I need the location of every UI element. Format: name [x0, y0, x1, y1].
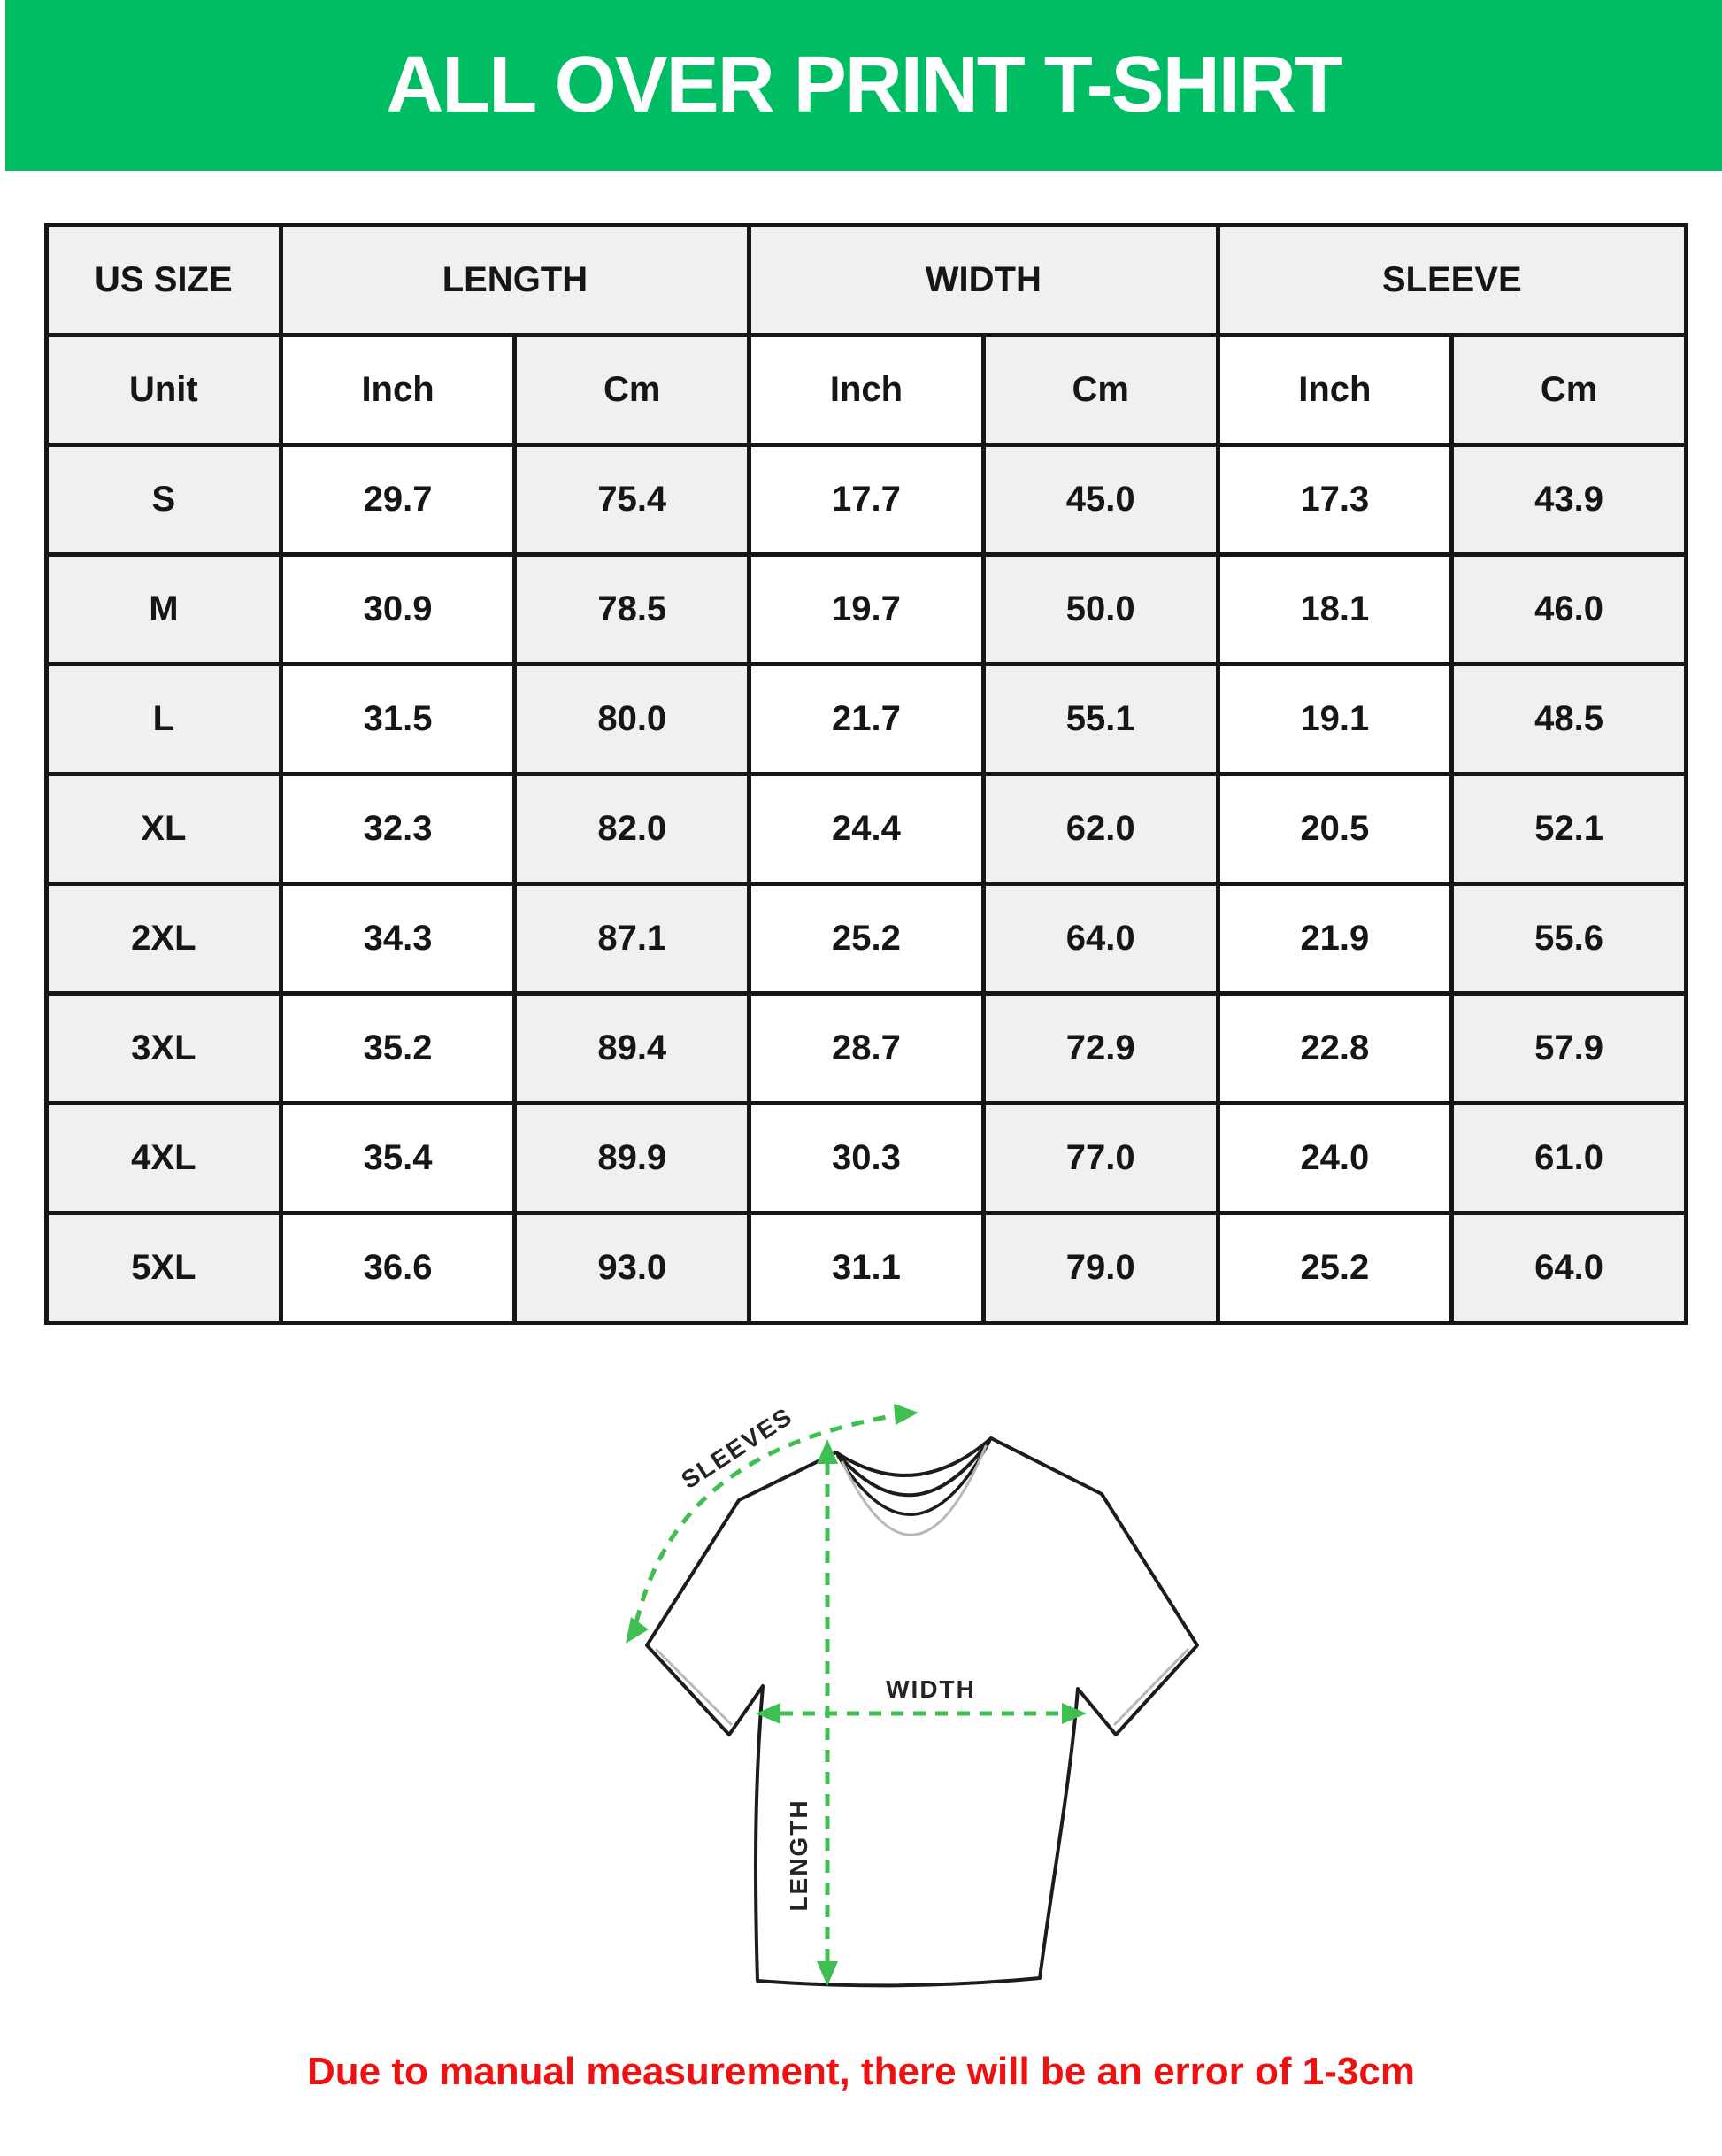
length-header: LENGTH	[281, 226, 749, 335]
value-cell: 57.9	[1452, 994, 1687, 1104]
value-cell: 31.1	[750, 1213, 984, 1323]
tshirt-measurement-diagram	[531, 1363, 1327, 2036]
value-cell: 77.0	[983, 1104, 1218, 1213]
table-row	[47, 555, 1687, 665]
value-cell: 25.2	[750, 884, 984, 994]
unit-cell: Unit	[47, 335, 281, 445]
value-cell: 18.1	[1218, 555, 1452, 665]
value-cell: 50.0	[983, 555, 1218, 665]
value-cell: 24.0	[1218, 1104, 1452, 1213]
value-cell: 21.9	[1218, 884, 1452, 994]
size-cell: M	[47, 555, 281, 665]
value-cell: 35.2	[281, 994, 515, 1104]
value-cell: 35.4	[281, 1104, 515, 1213]
value-cell: 93.0	[515, 1213, 750, 1323]
value-cell: 22.8	[1218, 994, 1452, 1104]
unit-cell: Cm	[515, 335, 750, 445]
unit-cell: Inch	[750, 335, 984, 445]
size-cell: S	[47, 445, 281, 555]
value-cell: 61.0	[1452, 1104, 1687, 1213]
size-cell: 2XL	[47, 884, 281, 994]
width-label: WIDTH	[886, 1675, 976, 1703]
value-cell: 29.7	[281, 445, 515, 555]
table-row	[47, 774, 1687, 884]
value-cell: 72.9	[983, 994, 1218, 1104]
value-cell: 43.9	[1452, 445, 1687, 555]
value-cell: 89.4	[515, 994, 750, 1104]
value-cell: 17.3	[1218, 445, 1452, 555]
table-row	[47, 445, 1687, 555]
value-cell: 32.3	[281, 774, 515, 884]
unit-row	[47, 335, 1687, 445]
size-table	[44, 223, 1688, 1325]
table-row	[47, 1213, 1687, 1323]
group-header-row	[47, 226, 1687, 335]
value-cell: 46.0	[1452, 555, 1687, 665]
size-cell: L	[47, 665, 281, 774]
table-row	[47, 884, 1687, 994]
title-banner	[5, 0, 1722, 171]
value-cell: 30.9	[281, 555, 515, 665]
us-size-header: US SIZE	[47, 226, 281, 335]
value-cell: 24.4	[750, 774, 984, 884]
value-cell: 34.3	[281, 884, 515, 994]
value-cell: 48.5	[1452, 665, 1687, 774]
value-cell: 78.5	[515, 555, 750, 665]
width-header: WIDTH	[750, 226, 1218, 335]
value-cell: 17.7	[750, 445, 984, 555]
table-row	[47, 994, 1687, 1104]
value-cell: 36.6	[281, 1213, 515, 1323]
value-cell: 87.1	[515, 884, 750, 994]
value-cell: 19.7	[750, 555, 984, 665]
value-cell: 82.0	[515, 774, 750, 884]
value-cell: 45.0	[983, 445, 1218, 555]
value-cell: 19.1	[1218, 665, 1452, 774]
value-cell: 80.0	[515, 665, 750, 774]
size-cell: 3XL	[47, 994, 281, 1104]
size-cell: 5XL	[47, 1213, 281, 1323]
value-cell: 20.5	[1218, 774, 1452, 884]
footnote: Due to manual measurement, there will be an error of 1-3cm	[307, 2050, 1415, 2093]
unit-cell: Cm	[983, 335, 1218, 445]
table-row	[47, 1104, 1687, 1213]
sleeves-label: SLEEVES	[676, 1402, 798, 1495]
value-cell: 55.6	[1452, 884, 1687, 994]
value-cell: 25.2	[1218, 1213, 1452, 1323]
value-cell: 64.0	[983, 884, 1218, 994]
value-cell: 89.9	[515, 1104, 750, 1213]
value-cell: 28.7	[750, 994, 984, 1104]
size-cell: 4XL	[47, 1104, 281, 1213]
value-cell: 52.1	[1452, 774, 1687, 884]
value-cell: 79.0	[983, 1213, 1218, 1323]
value-cell: 30.3	[750, 1104, 984, 1213]
value-cell: 21.7	[750, 665, 984, 774]
value-cell: 31.5	[281, 665, 515, 774]
unit-cell: Cm	[1452, 335, 1687, 445]
page-title: ALL OVER PRINT T-SHIRT	[386, 41, 1341, 129]
unit-cell: Inch	[281, 335, 515, 445]
value-cell: 64.0	[1452, 1213, 1687, 1323]
table-row	[47, 665, 1687, 774]
value-cell: 62.0	[983, 774, 1218, 884]
value-cell: 75.4	[515, 445, 750, 555]
size-cell: XL	[47, 774, 281, 884]
length-label: LENGTH	[785, 1798, 812, 1912]
value-cell: 55.1	[983, 665, 1218, 774]
unit-cell: Inch	[1218, 335, 1452, 445]
sleeve-header: SLEEVE	[1218, 226, 1686, 335]
